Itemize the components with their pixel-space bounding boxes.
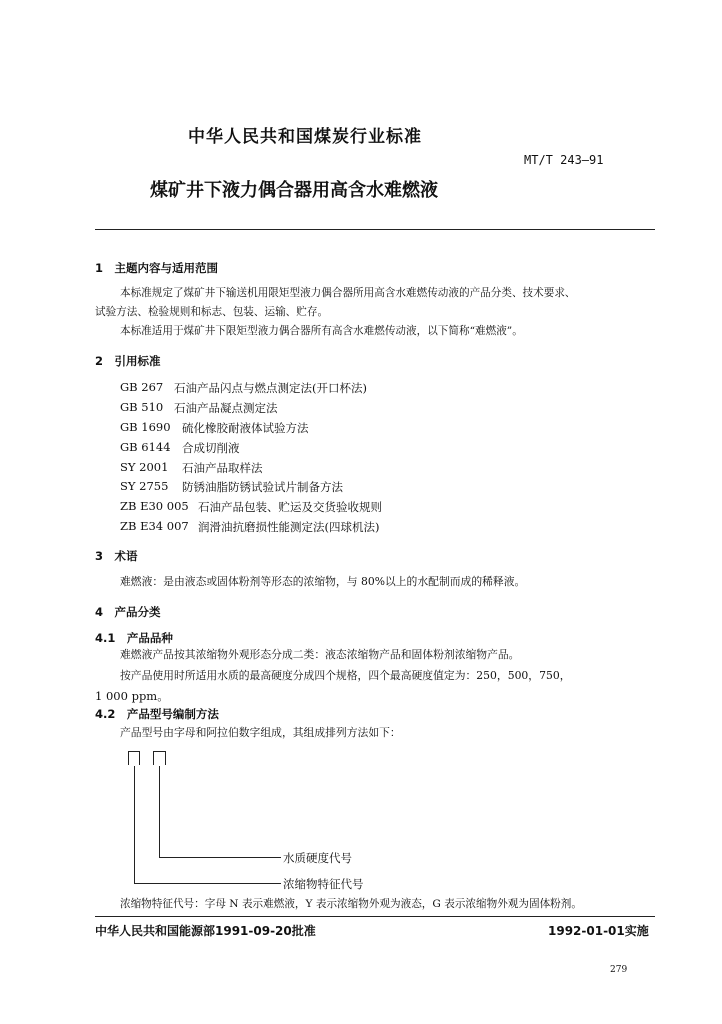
section-1-paragraph-1-line-2: 试验方法、检验规则和标志、包装、运输、贮存。 — [95, 306, 329, 318]
reference-code: SY 2755 — [120, 479, 169, 493]
diagram-label-water-hardness: 水质硬度代号 — [283, 851, 352, 865]
section-3-heading: 3 术语 — [95, 549, 138, 563]
reference-code: ZB E34 007 — [120, 519, 189, 533]
reference-title: 石油产品闪点与燃点测定法(开口杯法) — [174, 381, 367, 395]
section-4-1-paragraph-2-line-1: 按产品使用时所适用水质的最高硬度分成四个规格，四个最高硬度值定为：250，500，750， — [120, 669, 571, 682]
diagram-box-2-left — [153, 751, 154, 765]
section-4-2-paragraph-1: 产品型号由字母和阿拉伯数字组成，其组成排列方法如下： — [120, 726, 401, 739]
diagram-leader-concentrate-horizontal — [134, 883, 281, 884]
reference-title: 合成切削液 — [182, 441, 240, 455]
approval-line: 中华人民共和国能源部1991-09-20批准 — [95, 924, 316, 938]
section-4-2-note: 浓缩物特征代号：字母 N 表示难燃液，Y 表示浓缩物外观为液态，G 表示浓缩物外观为固体粉剂。 — [120, 898, 582, 910]
diagram-leader-water-horizontal — [159, 857, 281, 858]
reference-title: 石油产品包装、贮运及交货验收规则 — [198, 500, 382, 514]
reference-title: 润滑油抗磨损性能测定法(四球机法) — [198, 520, 380, 534]
document-title: 煤矿井下液力偶合器用高含水难燃液 — [150, 180, 438, 201]
diagram-leader-water-vertical — [159, 766, 160, 858]
section-3-definition: 难燃液：是由液态或固体粉剂等形态的浓缩物，与 80%以上的水配制而成的稀释液。 — [120, 575, 526, 588]
effective-date: 1992-01-01实施 — [548, 924, 649, 938]
reference-title: 石油产品取样法 — [182, 461, 263, 475]
reference-title: 石油产品凝点测定法 — [174, 401, 278, 415]
reference-code: GB 510 — [120, 400, 164, 414]
diagram-box-2-right — [165, 751, 166, 765]
reference-code: ZB E30 005 — [120, 499, 189, 513]
section-4-1-paragraph-2-line-2: 1 000 ppm。 — [95, 689, 169, 703]
section-4-heading: 4 产品分类 — [95, 605, 161, 619]
page-number: 279 — [610, 965, 628, 975]
org-title: 中华人民共和国煤炭行业标准 — [188, 127, 422, 147]
diagram-box-1-right — [139, 751, 140, 765]
reference-code: SY 2001 — [120, 460, 169, 474]
reference-code: GB 6144 — [120, 440, 171, 454]
reference-title: 防锈油脂防锈试验试片制备方法 — [182, 480, 343, 494]
section-1-heading: 1 主题内容与适用范围 — [95, 261, 219, 275]
section-1-paragraph-2: 本标准适用于煤矿井下限矩型液力偶合器所有高含水难燃传动液，以下简称“难燃液”。 — [120, 325, 523, 337]
section-4-2-heading: 4.2 产品型号编制方法 — [95, 707, 219, 721]
reference-code: GB 1690 — [120, 420, 171, 434]
section-4-1-heading: 4.1 产品品种 — [95, 631, 173, 645]
footer-rule — [95, 916, 655, 917]
reference-title: 硫化橡胶耐液体试验方法 — [182, 421, 309, 435]
reference-code: GB 267 — [120, 380, 164, 394]
header-rule — [95, 229, 655, 230]
section-4-1-paragraph-1: 难燃液产品按其浓缩物外观形态分成二类：液态浓缩物产品和固体粉剂浓缩物产品。 — [120, 648, 520, 661]
diagram-box-1-left — [128, 751, 129, 765]
diagram-leader-concentrate-vertical — [134, 766, 135, 884]
section-2-heading: 2 引用标准 — [95, 354, 161, 368]
diagram-label-concentrate: 浓缩物特征代号 — [283, 877, 364, 891]
section-1-paragraph-1-line-1: 本标准规定了煤矿井下输送机用限矩型液力偶合器所用高含水难燃传动液的产品分类、技术要求、 — [120, 287, 576, 299]
standard-code: MT/T 243—91 — [524, 153, 604, 167]
